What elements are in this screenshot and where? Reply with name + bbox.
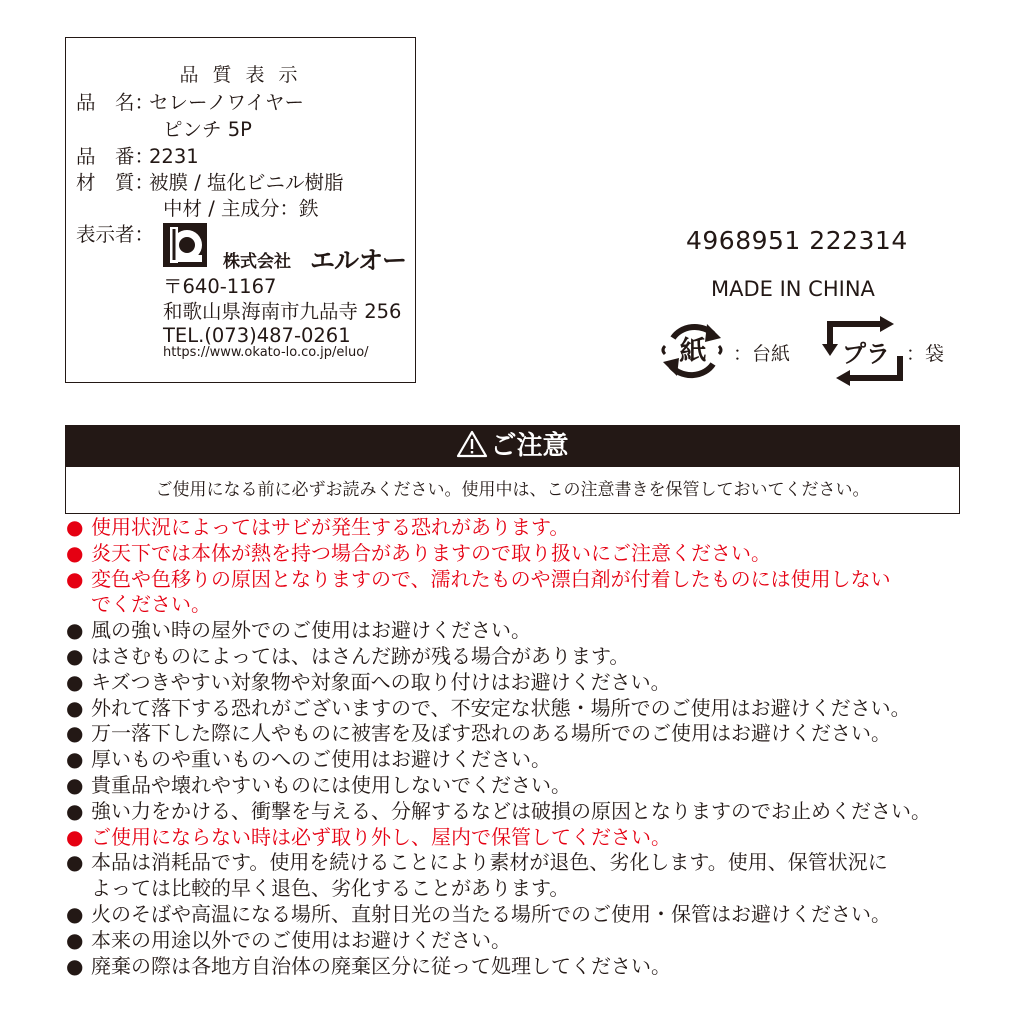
caution-item-text: ご使用にならない時は必ず取り外し、屋内で保管してください。	[91, 824, 671, 849]
caution-item-text: 万一落下した際に人やものに被害を及ぼす恐れのある場所でのご使用はお避けください。	[91, 721, 891, 746]
plastic-mark-label: プラ	[842, 340, 890, 368]
caution-item	[66, 954, 966, 980]
bullet-icon: ●	[66, 540, 84, 565]
bullet-icon: ●	[66, 747, 84, 772]
warning-triangle-icon	[456, 430, 488, 458]
caution-item-text: 本来の用途以外でのご使用はお避けください。	[91, 927, 511, 952]
labeler-row	[76, 222, 155, 248]
caution-item-text: キズつきやすい対象物や対象面への取り付けはお避けください。	[91, 669, 671, 694]
product-name-row	[76, 90, 304, 116]
material-line-1: 被膜 / 塩化ビニル樹脂	[149, 171, 344, 194]
bullet-icon: ●	[66, 618, 84, 643]
caution-list	[66, 515, 966, 979]
caution-item-text: はさむものによっては、はさんだ跡が残る場合があります。	[91, 643, 630, 668]
caution-item	[66, 618, 966, 644]
bullet-icon: ●	[66, 695, 84, 720]
bullet-icon: ●	[66, 798, 84, 823]
plastic-recycle-mark-icon	[822, 316, 908, 386]
company-logo-icon	[163, 223, 207, 267]
caution-item-text: 厚いものや重いものへのご使用はお避けください。	[91, 747, 551, 772]
caution-item	[66, 799, 966, 825]
caution-item-continuation: よっては比較的早く退色、劣化することがあります。	[91, 876, 570, 901]
caution-item-text: 変色や色移りの原因となりますので、濡れたものや漂白剤が付着したものには使用しない	[91, 566, 891, 591]
caution-header	[65, 425, 960, 467]
quality-label-box	[65, 37, 416, 383]
caution-item-text: 本品は消耗品です。使用を続けることにより素材が退色、劣化します。使用、保管状況に	[91, 850, 888, 875]
bullet-icon: ●	[66, 824, 84, 849]
website-url: https://www.okato-lo.co.jp/eluo/	[163, 345, 369, 360]
caution-item-text: 火のそばや高温になる場所、直射日光の当たる場所でのご使用・保管はお避けください。	[91, 901, 891, 926]
bullet-icon: ●	[66, 772, 84, 797]
product-number-label: 品 番：	[76, 145, 155, 168]
caution-item	[66, 721, 966, 747]
caution-item-text: 廃棄の際は各地方自治体の廃棄区分に従って処理してください。	[91, 953, 671, 978]
material-line-2: 中材 / 主成分：鉄	[163, 197, 319, 220]
bullet-icon: ●	[66, 927, 84, 952]
bullet-icon: ●	[66, 669, 84, 694]
caution-item-text: 風の強い時の屋外でのご使用はお避けください。	[91, 618, 531, 643]
company-type: 株式会社	[223, 252, 291, 272]
bullet-icon: ●	[66, 515, 84, 539]
bullet-icon: ●	[66, 953, 84, 978]
caution-item	[66, 902, 966, 928]
caution-item-text: 炎天下では本体が熱を持つ場合がありますので取り扱いにご注意ください。	[91, 540, 771, 565]
caution-title: ご注意	[490, 431, 569, 461]
caution-item-text: 使用状況によってはサビが発生する恐れがあります。	[91, 515, 570, 539]
caution-item	[66, 515, 966, 541]
labeler-label: 表示者：	[76, 223, 155, 246]
bullet-icon: ●	[66, 566, 84, 591]
bullet-icon: ●	[66, 850, 84, 875]
paper-recycle-mark-icon	[655, 316, 729, 384]
paper-mark-label: 紙	[679, 336, 707, 367]
caution-item	[66, 850, 966, 902]
caution-item	[66, 747, 966, 773]
material-label: 材 質：	[76, 171, 155, 194]
telephone: TEL.(073)487-0261	[163, 324, 351, 347]
bullet-icon: ●	[66, 643, 84, 668]
quality-label-title: 品 質 表 示	[179, 64, 302, 86]
caution-item-text: 強い力をかける、衝撃を与える、分解するなどは破損の原因となりますのでお止めください。	[91, 798, 931, 823]
product-name-line-1: セレーノワイヤー	[149, 91, 305, 114]
plastic-recycle-text: ：袋	[906, 343, 945, 365]
company-brand-name: エルオー	[310, 246, 407, 275]
product-name-line-2: ピンチ 5P	[163, 118, 252, 141]
material-row	[76, 170, 343, 196]
caution-item-text: 貴重品や壊れやすいものには使用しないでください。	[91, 772, 571, 797]
caution-item	[66, 928, 966, 954]
country-of-origin: MADE IN CHINA	[711, 277, 875, 301]
caution-intro: ご使用になる前に必ずお読みください。使用中は、この注意書きを保管しておいてください。	[65, 467, 960, 514]
caution-item	[66, 825, 966, 851]
barcode-number: 4968951 222314	[686, 226, 908, 255]
product-number: 2231	[149, 145, 199, 168]
caution-item-text: 外れて落下する恐れがございますので、不安定な状態・場所でのご使用はお避けください。	[91, 695, 911, 720]
caution-item	[66, 567, 966, 619]
postal-code: 〒640-1167	[163, 275, 277, 298]
caution-item-continuation: でください。	[91, 592, 211, 617]
caution-item	[66, 670, 966, 696]
caution-item	[66, 541, 966, 567]
bullet-icon: ●	[66, 901, 84, 926]
caution-item	[66, 644, 966, 670]
product-number-row	[76, 144, 199, 170]
paper-recycle-text: ：台紙	[733, 343, 791, 365]
caution-item	[66, 696, 966, 722]
caution-item	[66, 773, 966, 799]
bullet-icon: ●	[66, 721, 84, 746]
address: 和歌山県海南市九品寺 256	[163, 300, 402, 323]
product-name-label: 品 名：	[76, 91, 155, 114]
